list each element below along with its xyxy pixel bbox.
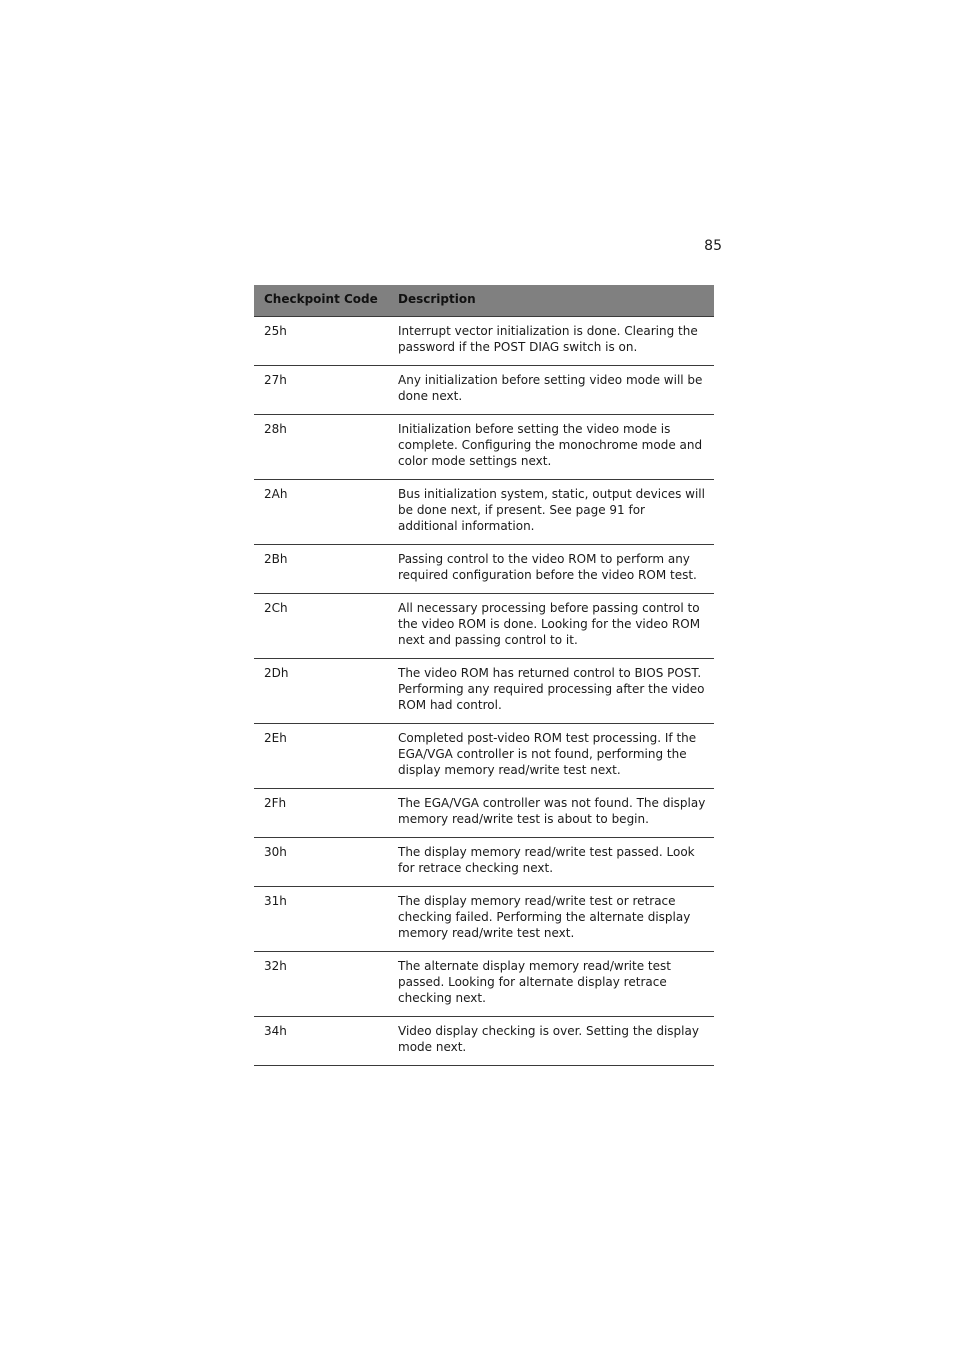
table-row [254, 887, 714, 952]
checkpoint-description: The EGA/VGA controller was not found. The display memory read/write test is about to begin. [398, 796, 706, 826]
checkpoint-description: Interrupt vector initialization is done. Clearing the password if the POST DIAG switch is on. [398, 324, 698, 354]
checkpoint-description: The video ROM has returned control to BIOS POST. Performing any required processing after the video ROM had control. [398, 666, 705, 712]
table-row [254, 366, 714, 415]
checkpoint-description: Video display checking is over. Setting the display mode next. [398, 1024, 699, 1054]
checkpoint-code: 2Bh [264, 552, 288, 566]
checkpoint-description: The display memory read/write test passed. Look for retrace checking next. [398, 845, 695, 875]
table-row [254, 480, 714, 545]
checkpoint-description: The display memory read/write test or retrace checking failed. Performing the alternate display memory read/write test next. [398, 894, 691, 940]
checkpoint-description: Initialization before setting the video mode is complete. Configuring the monochrome mode and color mode settings next. [398, 422, 703, 468]
checkpoint-description: The alternate display memory read/write test passed. Looking for alternate display retrace checking next. [398, 959, 671, 1005]
checkpoint-code: 34h [264, 1024, 287, 1038]
header-checkpoint-code: Checkpoint Code [264, 292, 378, 306]
table-header [254, 285, 714, 317]
table-row [254, 952, 714, 1017]
checkpoint-code: 30h [264, 845, 287, 859]
checkpoint-table [254, 285, 714, 1066]
checkpoint-code: 27h [264, 373, 287, 387]
table-row [254, 317, 714, 366]
checkpoint-code: 2Ah [264, 487, 288, 501]
table-row [254, 415, 714, 480]
checkpoint-description: Passing control to the video ROM to perform any required configuration before the video ROM test. [398, 552, 697, 582]
table-row [254, 838, 714, 887]
checkpoint-code: 25h [264, 324, 287, 338]
table-row [254, 789, 714, 838]
checkpoint-description: Any initialization before setting video mode will be done next. [398, 373, 703, 403]
table-row [254, 1017, 714, 1066]
table-row [254, 594, 714, 659]
checkpoint-code: 31h [264, 894, 287, 908]
page-number: 85 [704, 238, 722, 254]
checkpoint-description: Bus initialization system, static, output devices will be done next, if present. See page 91 for additional information. [398, 487, 705, 533]
header-description: Description [398, 292, 476, 306]
checkpoint-code: 2Fh [264, 796, 287, 810]
checkpoint-description: All necessary processing before passing control to the video ROM is done. Looking for the video ROM next and passing control to it. [398, 601, 701, 647]
checkpoint-code: 2Eh [264, 731, 287, 745]
checkpoint-description: Completed post-video ROM test processing. If the EGA/VGA controller is not found, performing the display memory read/write test next. [398, 731, 697, 777]
table-row [254, 659, 714, 724]
checkpoint-code: 32h [264, 959, 287, 973]
checkpoint-code: 28h [264, 422, 287, 436]
table-row [254, 545, 714, 594]
checkpoint-code: 2Dh [264, 666, 289, 680]
checkpoint-code: 2Ch [264, 601, 288, 615]
table-row [254, 724, 714, 789]
